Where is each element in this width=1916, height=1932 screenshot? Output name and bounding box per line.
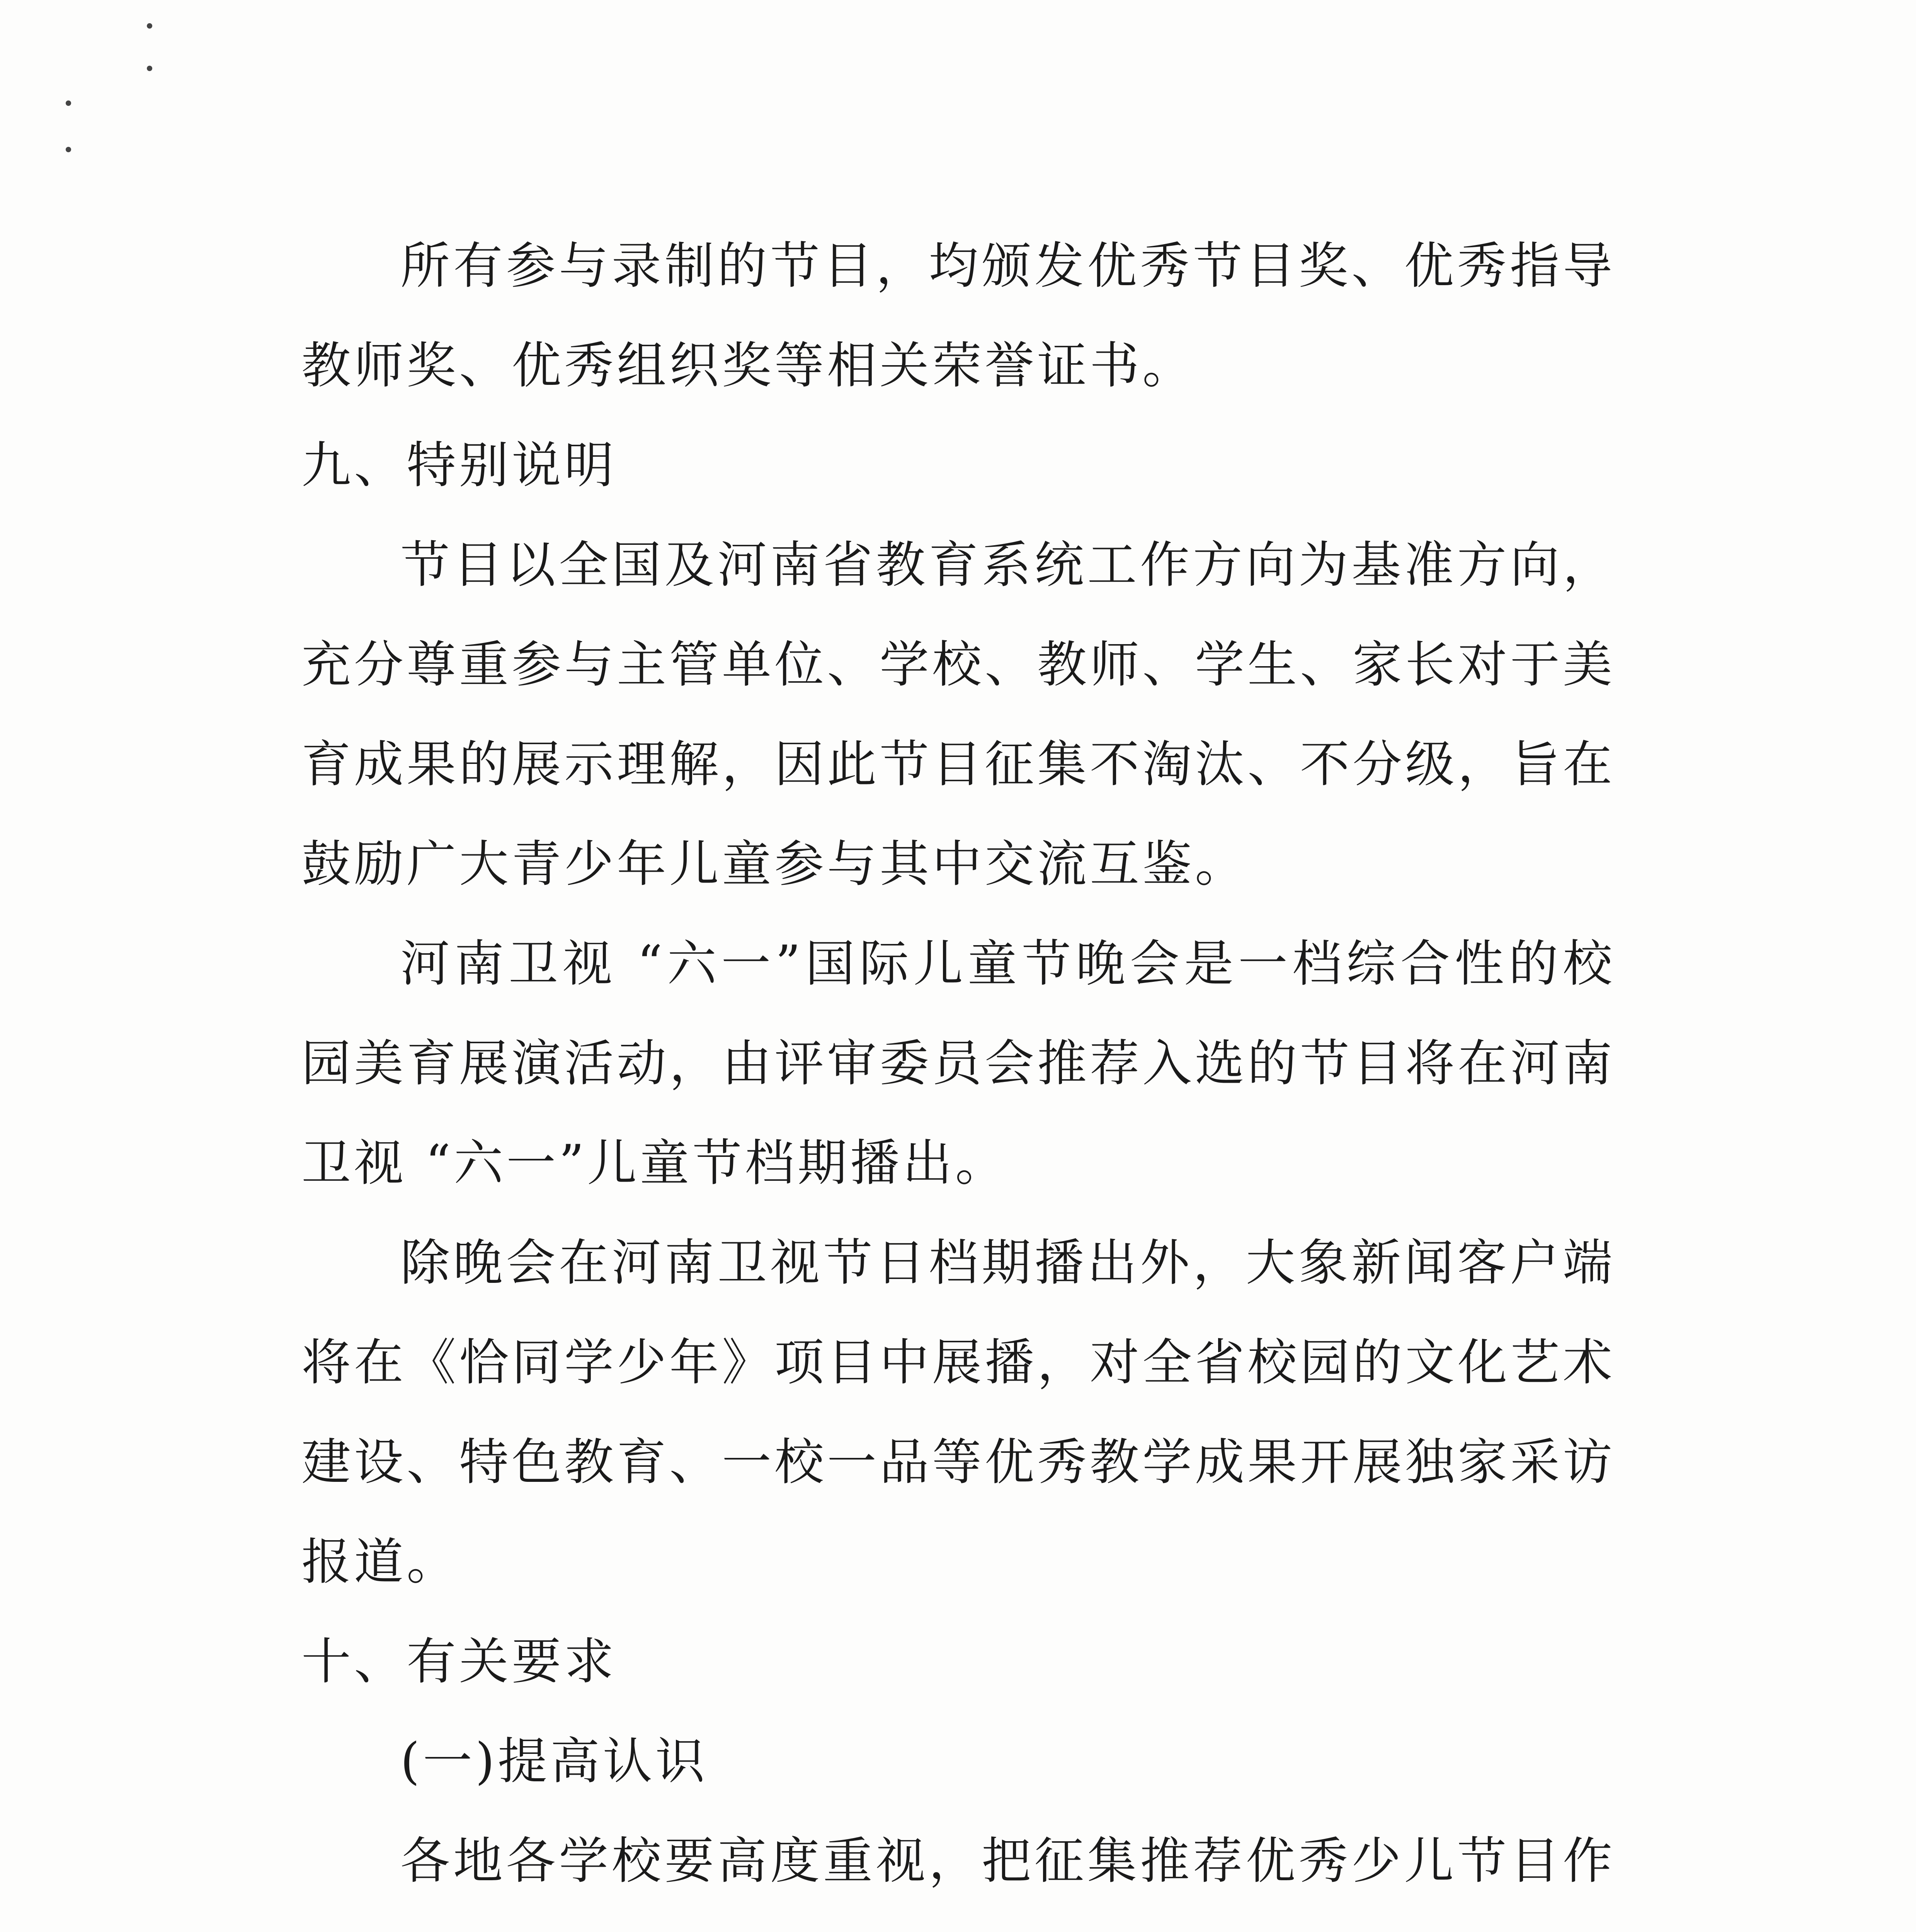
scan-mark [147, 23, 152, 29]
scan-mark [147, 66, 152, 71]
paragraph-program-direction: 节目以全国及河南省教育系统工作方向为基准方向，充分尊重参与主管单位、学校、教师、学生、家长对于美育成果的展示理解，因此节目征集不淘汰、不分级，旨在鼓励广大青少年儿童参与其中交流互鉴。 [301, 536, 1616, 893]
document-body [301, 216, 1615, 1932]
scan-mark [66, 147, 71, 152]
paragraph-gala-description: 河南卫视 “六一”国际儿童节晚会是一档综合性的校园美育展演活动，由评审委员会推荐入选的节目将在河南卫视 “六一”儿童节档期播出。 [301, 935, 1616, 1192]
paragraph-awareness: 各地各学校要高度重视，把征集推荐优秀少儿节目作 [400, 1832, 1615, 1890]
paragraph-broadcast: 除晚会在河南卫视节日档期播出外，大象新闻客户端将在《恰同学少年》项目中展播，对全省校园的文化艺术建设、特色教育、一校一品等优秀教学成果开展独家采访报道。 [301, 1234, 1616, 1591]
section-heading-requirements: 十、有关要求 [301, 1633, 617, 1690]
scan-mark [66, 100, 71, 106]
paragraph-awards: 所有参与录制的节目，均颁发优秀节目奖、优秀指导教师奖、优秀组织奖等相关荣誉证书。 [301, 237, 1615, 395]
section-heading-special-notes: 九、特别说明 [301, 437, 617, 494]
sub-heading-raise-awareness: (一)提高认识 [400, 1733, 708, 1790]
